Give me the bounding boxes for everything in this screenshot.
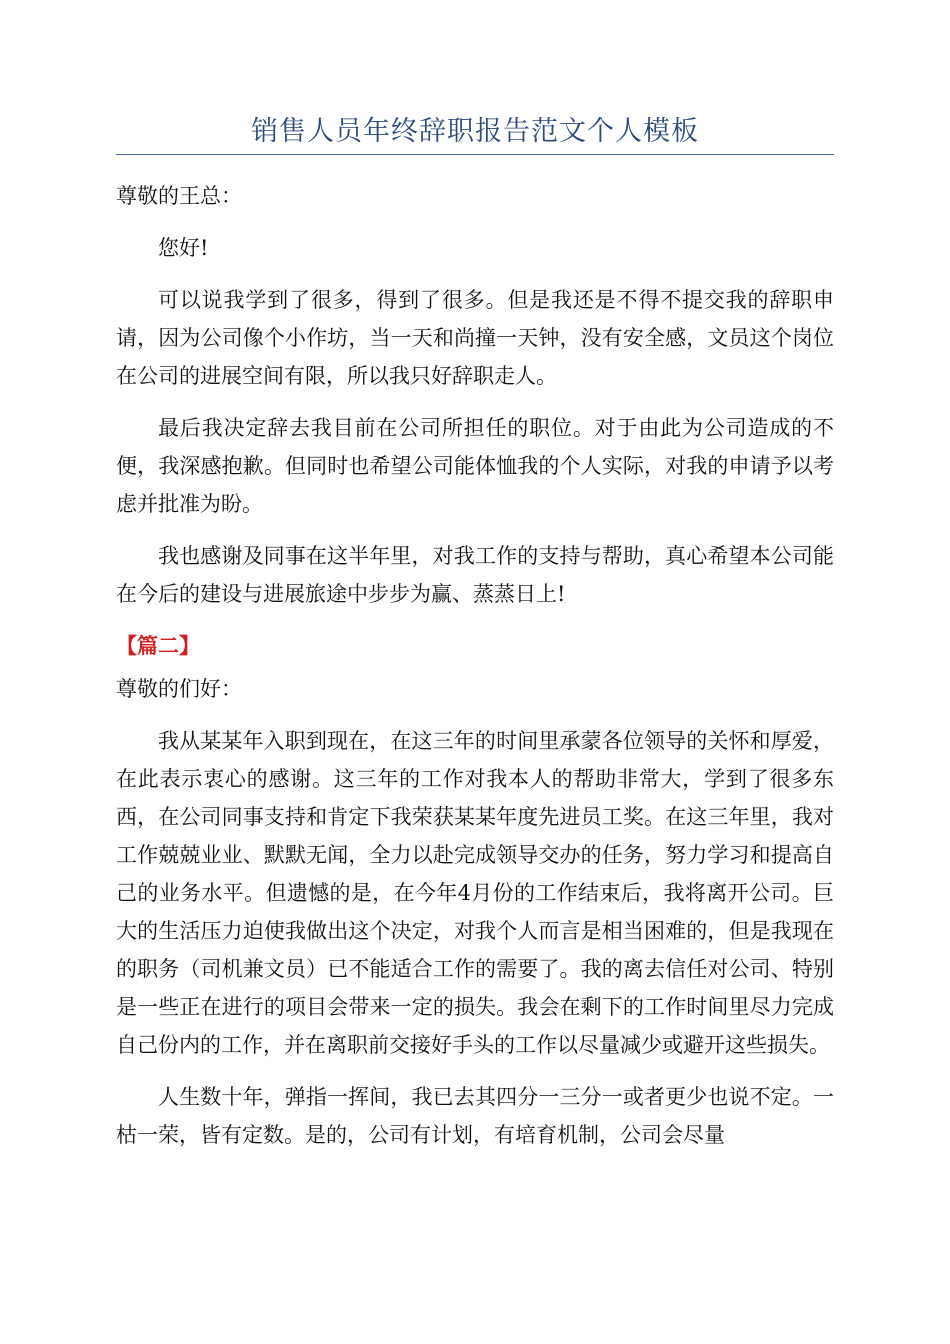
document-title: 销售人员年终辞职报告范文个人模板 bbox=[251, 116, 699, 147]
letter1-paragraph-1: 可以说我学到了很多，得到了很多。但是我还是不得不提交我的辞职申请，因为公司像个小作坊，当一天和尚撞一天钟，没有安全感，文员这个岗位在公司的进展空间有限，所以我只好辞职走人。 bbox=[116, 288, 834, 388]
letter1-greeting: 您好! bbox=[158, 236, 209, 260]
letter1-salutation: 尊敬的王总： bbox=[116, 184, 242, 208]
document-body bbox=[116, 177, 834, 1168]
section2-paragraph-2: 人生数十年，弹指一挥间，我已去其四分一三分一或者更少也说不定。一枯一荣，皆有定数。是的，公司有计划，有培育机制，公司会尽量 bbox=[116, 1085, 834, 1147]
letter1-paragraph-2: 最后我决定辞去我目前在公司所担任的职位。对于由此为公司造成的不便，我深感抱歉。但同时也希望公司能体恤我的个人实际，对我的申请予以考虑并批准为盼。 bbox=[116, 416, 834, 516]
section2-salutation: 尊敬的们好： bbox=[116, 677, 242, 701]
title-underline bbox=[116, 154, 834, 155]
section2-heading: 【篇二】 bbox=[116, 633, 200, 658]
section2-paragraph-1: 我从某某年入职到现在，在这三年的时间里承蒙各位领导的关怀和厚爱，在此表示衷心的感谢。这三年的工作对我本人的帮助非常大，学到了很多东西，在公司同事支持和肯定下我荣获某某年度先进员工奖。在这三年里，我对工作兢兢业业、默默无闻，全力以赴完成领导交办的任务，努力学习和提高自己的业务水平。但遗憾的是，在今年4月份的工作结束后，我将离开公司。巨大的生活压力迫使我做出这个决定，对我个人而言是相当困难的，但是我现在的职务（司机兼文员）已不能适合工作的需要了。我的离去信任对公司、特别是一些正在进行的项目会带来一定的损失。我会在剩下的工作时间里尽力完成自己份内的工作，并在离职前交接好手头的工作以尽量减少或避开这些损失。 bbox=[116, 729, 834, 1057]
letter1-paragraph-3: 我也感谢及同事在这半年里，对我工作的支持与帮助，真心希望本公司能在今后的建设与进展旅途中步步为赢、蒸蒸日上! bbox=[116, 544, 834, 606]
